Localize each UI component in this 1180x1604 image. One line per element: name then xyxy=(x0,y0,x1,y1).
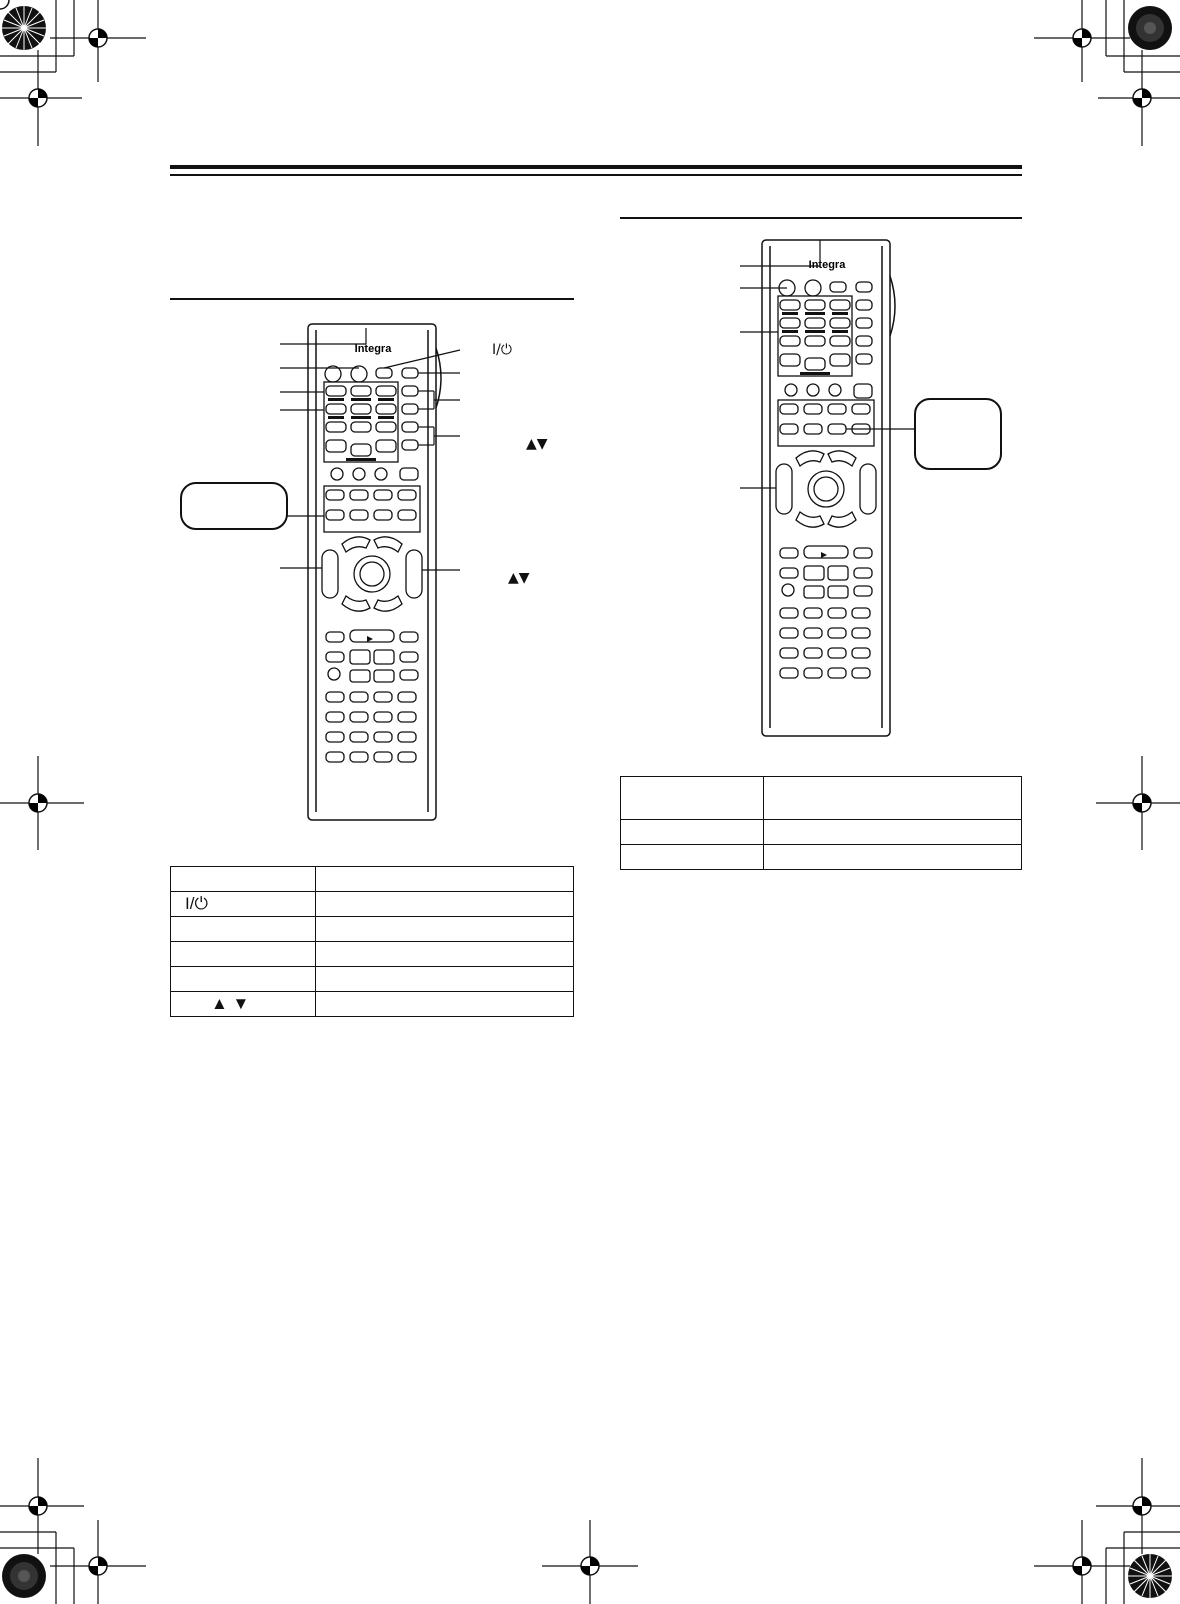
right-table-cell xyxy=(621,820,764,845)
right-table-row xyxy=(621,845,1022,870)
left-table-cell xyxy=(316,917,574,942)
left-callout-power-symbol: I/⏻ xyxy=(492,342,512,358)
right-table-cell xyxy=(621,777,764,820)
right-table-row xyxy=(621,777,1022,820)
left-table-row xyxy=(171,967,574,992)
header-rule-thick xyxy=(170,165,1022,169)
left-table-cell xyxy=(316,992,574,1017)
left-table-cell xyxy=(316,867,574,892)
left-table-cell: I/⏻ xyxy=(171,892,316,917)
left-callout-arrows-bottom: ▲▼ xyxy=(508,570,530,586)
right-table-cell xyxy=(764,845,1022,870)
left-table-row xyxy=(171,917,574,942)
left-table-cell xyxy=(171,967,316,992)
left-table-cell xyxy=(316,967,574,992)
right-table-cell xyxy=(764,820,1022,845)
right-note-box xyxy=(914,398,1002,470)
right-table-cell xyxy=(764,777,1022,820)
right-table xyxy=(620,776,1022,870)
header-rule-thin xyxy=(170,174,1022,176)
left-note-box xyxy=(180,482,288,530)
left-table xyxy=(170,866,574,1017)
left-callout-arrows-top: ▲▼ xyxy=(526,436,548,452)
left-table-row xyxy=(171,992,574,1017)
left-table-row xyxy=(171,867,574,892)
left-remote-brand: Integra xyxy=(354,343,392,355)
right-remote-brand: Integra xyxy=(808,259,846,271)
left-table-cell xyxy=(316,942,574,967)
right-table-row xyxy=(621,820,1022,845)
left-table-cell xyxy=(171,942,316,967)
left-table-row xyxy=(171,942,574,967)
left-section-rule xyxy=(170,298,574,300)
right-section-rule xyxy=(620,217,1022,219)
left-remote-buttons xyxy=(322,366,422,762)
right-table-cell xyxy=(621,845,764,870)
left-table-cell: ▲ ▼ xyxy=(171,992,316,1017)
left-table-cell xyxy=(316,892,574,917)
left-table-cell xyxy=(171,867,316,892)
right-remote-diagram xyxy=(740,236,1000,740)
right-remote-buttons xyxy=(776,280,876,678)
left-table-row xyxy=(171,892,574,917)
left-table-cell xyxy=(171,917,316,942)
